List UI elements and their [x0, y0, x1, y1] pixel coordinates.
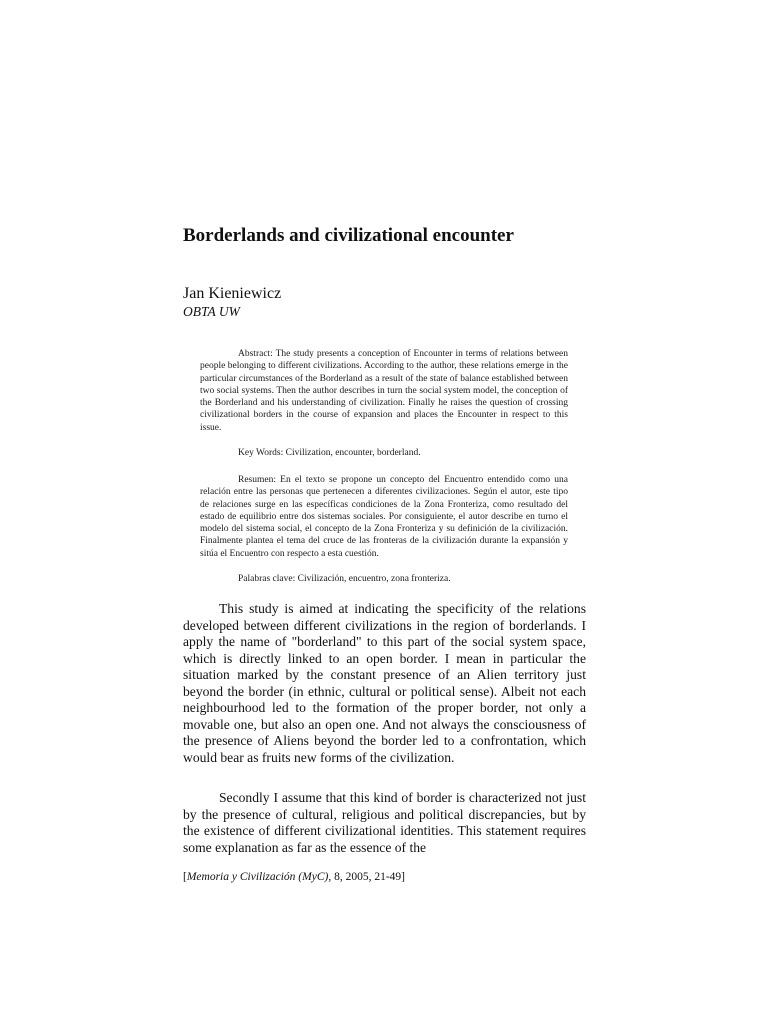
resumen: Resumen: En el texto se propone un concepto del Encuentro entendido como una relación entre las personas que pertenecen a diferentes civilizaciones. Según el autor, este tipo de relaciones surge en las específicas condiciones de la Zona Fronteriza, como resultado del estado de equilibrio entre dos sistemas sociales. Por consiguiente, el autor describe en turno el modelo del sistema social, el concepto de la Zona Fronteriza y su definición de la civilización. Finalmente plantea el tema del cruce de las fronteras de la civilización durante la expansión y sitúa el Encuentro con respecto a esta cuestión.: [200, 475, 568, 559]
author-affiliation: OBTA UW: [183, 304, 240, 319]
palabras-clave: Palabras clave: Civilización, encuentro, zona fronteriza.: [238, 574, 451, 584]
abstract: Abstract: The study presents a conception of Encounter in terms of relations between people belonging to different civilizations. According to the author, these relations emerge in the particular circumstances of the Borderland as a result of the state of balance established between two social systems. Then the author describes in turn the social system model, the conception of the Borderland and his understanding of civilization. Finally he raises the question of crossing civilizational borders in the course of expansion and places the Encounter in respect to this issue.: [200, 349, 568, 433]
body-paragraph-1: This study is aimed at indicating the specificity of the relations developed between different civilizations in the region of borderlands. I apply the name of "borderland" to this part of the social system space, which is directly linked to an open border. I mean in particular the situation marked by the constant presence of an Alien territory just beyond the border (in ethnic, cultural or political sense). Albeit not each neighbourhood led to the formation of the proper border, not only a movable one, but also an open one. And not always the consciousness of the presence of Aliens beyond the border led to a confrontation, which would bear as fruits new forms of the civilization.: [183, 601, 586, 765]
journal-name: Memoria y Civilización (MyC): [186, 871, 329, 883]
author-name: Jan Kieniewicz: [183, 285, 282, 302]
footer-citation: , 8, 2005, 21-49]: [328, 871, 405, 883]
body-paragraph-2: Secondly I assume that this kind of border is characterized not just by the presence of cultural, religious and political discrepancies, but by the existence of different civilizational identities. This statement requires some explanation as far as the essence of the: [183, 790, 586, 855]
footer-open-bracket: [: [183, 871, 187, 883]
paper-title: Borderlands and civilizational encounter: [183, 225, 514, 246]
key-words: Key Words: Civilization, encounter, borderland.: [238, 448, 421, 458]
citation-footer: [183, 870, 405, 884]
